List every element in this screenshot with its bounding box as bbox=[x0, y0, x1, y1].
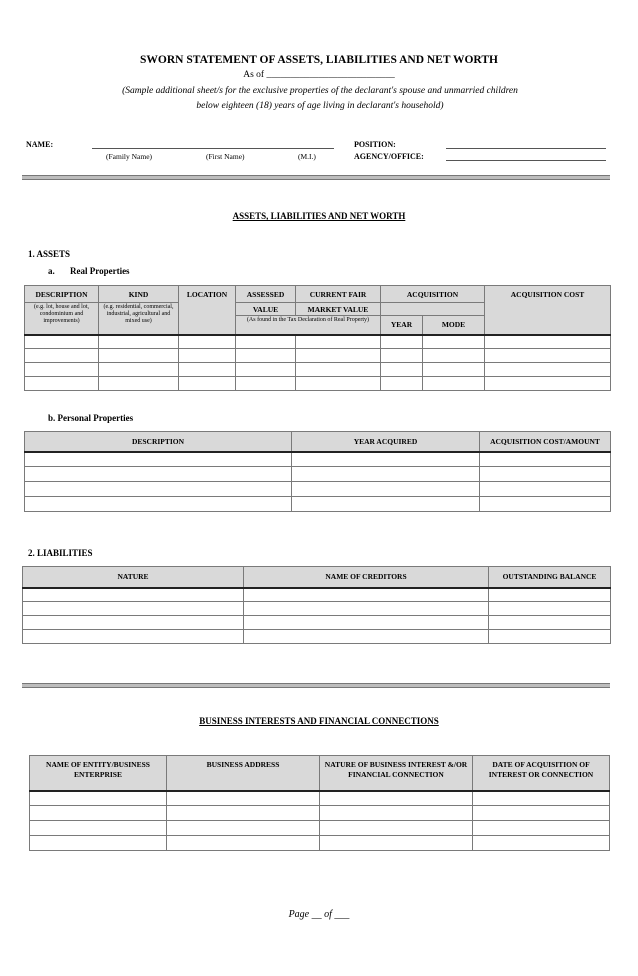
col-entity-name: NAME OF ENTITY/BUSINESS ENTERPRISE bbox=[30, 756, 167, 791]
description-hint: (e.g. lot, house and lot, condominium and improvements) bbox=[25, 303, 99, 335]
liabilities-table bbox=[22, 566, 611, 644]
real-properties-heading: Real Properties bbox=[70, 266, 130, 276]
col-outstanding-balance: OUTSTANDING BALANCE bbox=[489, 567, 611, 588]
agency-label: AGENCY/OFFICE: bbox=[354, 152, 424, 161]
table-cell[interactable] bbox=[320, 791, 473, 806]
table-cell[interactable] bbox=[244, 588, 489, 602]
table-row bbox=[23, 616, 611, 630]
table-row bbox=[25, 349, 611, 363]
table-cell[interactable] bbox=[167, 806, 320, 821]
table-cell[interactable] bbox=[381, 335, 423, 349]
table-cell[interactable] bbox=[23, 616, 244, 630]
table-cell[interactable] bbox=[30, 821, 167, 836]
section-business-title: BUSINESS INTERESTS AND FINANCIAL CONNECTIONS bbox=[199, 716, 439, 726]
business-interests-table bbox=[29, 755, 610, 851]
tax-declaration-hint: (As found in the Tax Declaration of Real Property) bbox=[236, 316, 381, 335]
table-cell[interactable] bbox=[296, 335, 381, 349]
table-cell[interactable] bbox=[296, 377, 381, 391]
section-assets-title: ASSETS, LIABILITIES AND NET WORTH bbox=[232, 211, 406, 221]
table-cell[interactable] bbox=[244, 630, 489, 644]
table-row bbox=[25, 482, 611, 497]
table-cell[interactable] bbox=[423, 349, 485, 363]
table-cell[interactable] bbox=[30, 791, 167, 806]
table-row bbox=[25, 377, 611, 391]
col-description: DESCRIPTION bbox=[25, 432, 292, 452]
table-cell[interactable] bbox=[25, 363, 99, 377]
position-field[interactable] bbox=[446, 148, 606, 149]
table-cell[interactable] bbox=[473, 821, 610, 836]
table-cell[interactable] bbox=[236, 349, 296, 363]
table-cell[interactable] bbox=[25, 452, 292, 467]
table-cell[interactable] bbox=[292, 467, 480, 482]
col-description: DESCRIPTION bbox=[25, 286, 99, 303]
table-cell[interactable] bbox=[292, 497, 480, 512]
table-cell[interactable] bbox=[179, 349, 236, 363]
personal-properties-heading: b. Personal Properties bbox=[48, 413, 134, 423]
table-row bbox=[30, 791, 610, 806]
table-cell[interactable] bbox=[296, 363, 381, 377]
table-cell[interactable] bbox=[480, 452, 611, 467]
table-cell[interactable] bbox=[381, 363, 423, 377]
table-cell[interactable] bbox=[23, 630, 244, 644]
table-cell[interactable] bbox=[179, 363, 236, 377]
col-date-of-acquisition: DATE OF ACQUISITION OF INTEREST OR CONNECTION bbox=[473, 756, 610, 791]
table-row bbox=[23, 588, 611, 602]
table-cell[interactable] bbox=[25, 497, 292, 512]
table-cell[interactable] bbox=[485, 377, 611, 391]
agency-field[interactable] bbox=[446, 160, 606, 161]
kind-hint: (e.g. residential, commercial, industrial, agricultural and mixed use) bbox=[99, 303, 179, 335]
table-cell[interactable] bbox=[99, 377, 179, 391]
col-assessed-line1: ASSESSED bbox=[236, 286, 296, 303]
table-cell[interactable] bbox=[381, 377, 423, 391]
table-row bbox=[25, 363, 611, 377]
personal-properties-table bbox=[24, 431, 611, 512]
table-row bbox=[23, 602, 611, 616]
table-cell[interactable] bbox=[30, 806, 167, 821]
first-name-caption: (First Name) bbox=[206, 152, 245, 161]
as-of-label: As of bbox=[243, 70, 265, 80]
table-cell[interactable] bbox=[489, 616, 611, 630]
page-number: Page __ of ___ bbox=[288, 909, 350, 920]
table-row bbox=[30, 821, 610, 836]
col-nature: NATURE bbox=[23, 567, 244, 588]
table-cell[interactable] bbox=[236, 363, 296, 377]
table-row bbox=[25, 497, 611, 512]
col-kind: KIND bbox=[99, 286, 179, 303]
table-cell[interactable] bbox=[489, 602, 611, 616]
table-cell[interactable] bbox=[244, 602, 489, 616]
table-cell[interactable] bbox=[292, 452, 480, 467]
table-cell[interactable] bbox=[167, 791, 320, 806]
acquisition-spacer bbox=[381, 303, 485, 316]
real-properties-letter: a. bbox=[48, 266, 55, 276]
table-cell[interactable] bbox=[167, 821, 320, 836]
form-title: SWORN STATEMENT OF ASSETS, LIABILITIES AND NET WORTH bbox=[140, 54, 498, 66]
table-row bbox=[25, 452, 611, 467]
table-row bbox=[23, 630, 611, 644]
table-cell[interactable] bbox=[480, 482, 611, 497]
table-cell[interactable] bbox=[320, 821, 473, 836]
table-cell[interactable] bbox=[25, 377, 99, 391]
table-cell[interactable] bbox=[25, 482, 292, 497]
table-cell[interactable] bbox=[485, 335, 611, 349]
table-cell[interactable] bbox=[244, 616, 489, 630]
table-cell[interactable] bbox=[292, 482, 480, 497]
table-cell[interactable] bbox=[320, 836, 473, 851]
sample-note-line-2: below eighteen (18) years of age living in declarant's household) bbox=[196, 101, 444, 111]
divider-middle bbox=[22, 683, 610, 688]
table-cell[interactable] bbox=[167, 836, 320, 851]
table-cell[interactable] bbox=[489, 630, 611, 644]
table-cell[interactable] bbox=[99, 349, 179, 363]
table-cell[interactable] bbox=[236, 335, 296, 349]
col-creditors: NAME OF CREDITORS bbox=[244, 567, 489, 588]
table-row bbox=[30, 806, 610, 821]
divider-top bbox=[22, 175, 610, 180]
name-field[interactable] bbox=[92, 148, 334, 149]
table-cell[interactable] bbox=[473, 806, 610, 821]
table-cell[interactable] bbox=[480, 467, 611, 482]
table-cell[interactable] bbox=[485, 363, 611, 377]
table-cell[interactable] bbox=[179, 335, 236, 349]
table-cell[interactable] bbox=[99, 335, 179, 349]
real-properties-table bbox=[24, 285, 611, 391]
table-cell[interactable] bbox=[423, 377, 485, 391]
table-cell[interactable] bbox=[473, 836, 610, 851]
table-cell[interactable] bbox=[473, 791, 610, 806]
table-row bbox=[25, 335, 611, 349]
name-label: NAME: bbox=[26, 140, 54, 149]
table-cell[interactable] bbox=[23, 602, 244, 616]
table-cell[interactable] bbox=[99, 363, 179, 377]
table-cell[interactable] bbox=[485, 349, 611, 363]
col-business-address: BUSINESS ADDRESS bbox=[167, 756, 320, 791]
table-cell[interactable] bbox=[423, 335, 485, 349]
table-cell[interactable] bbox=[236, 377, 296, 391]
sample-note bbox=[40, 84, 600, 114]
table-cell[interactable] bbox=[30, 836, 167, 851]
table-cell[interactable] bbox=[489, 588, 611, 602]
liabilities-heading: 2. LIABILITIES bbox=[28, 548, 93, 558]
as-of-line bbox=[0, 70, 638, 80]
col-nature-of-interest: NATURE OF BUSINESS INTEREST &/OR FINANCIAL CONNECTION bbox=[320, 756, 473, 791]
table-cell[interactable] bbox=[179, 377, 236, 391]
table-cell[interactable] bbox=[381, 349, 423, 363]
col-location: LOCATION bbox=[179, 286, 236, 335]
table-cell[interactable] bbox=[320, 806, 473, 821]
table-cell[interactable] bbox=[423, 363, 485, 377]
table-cell[interactable] bbox=[25, 335, 99, 349]
col-fmv-line1: CURRENT FAIR bbox=[296, 286, 381, 303]
col-year-acquired: YEAR ACQUIRED bbox=[292, 432, 480, 452]
col-fmv-line2: MARKET VALUE bbox=[296, 303, 381, 316]
col-mode: MODE bbox=[423, 316, 485, 335]
position-label: POSITION: bbox=[354, 140, 396, 149]
col-year: YEAR bbox=[381, 316, 423, 335]
col-acquisition-cost: ACQUISITION COST/AMOUNT bbox=[480, 432, 611, 452]
sample-note-line-1: (Sample additional sheet/s for the exclusive properties of the declarant's spouse and unmarried children bbox=[122, 86, 518, 96]
family-name-caption: (Family Name) bbox=[106, 152, 153, 161]
col-acquisition-cost: ACQUISITION COST bbox=[485, 286, 611, 335]
mi-caption: (M.I.) bbox=[298, 152, 316, 161]
table-cell[interactable] bbox=[480, 497, 611, 512]
table-cell[interactable] bbox=[296, 349, 381, 363]
table-cell[interactable] bbox=[23, 588, 244, 602]
col-assessed-line2: VALUE bbox=[236, 303, 296, 316]
assets-heading: 1. ASSETS bbox=[28, 249, 71, 259]
table-cell[interactable] bbox=[25, 349, 99, 363]
table-cell[interactable] bbox=[25, 467, 292, 482]
as-of-blank[interactable]: ___________________________ bbox=[266, 70, 395, 80]
table-row bbox=[30, 836, 610, 851]
col-acquisition: ACQUISITION bbox=[381, 286, 485, 303]
table-row bbox=[25, 467, 611, 482]
